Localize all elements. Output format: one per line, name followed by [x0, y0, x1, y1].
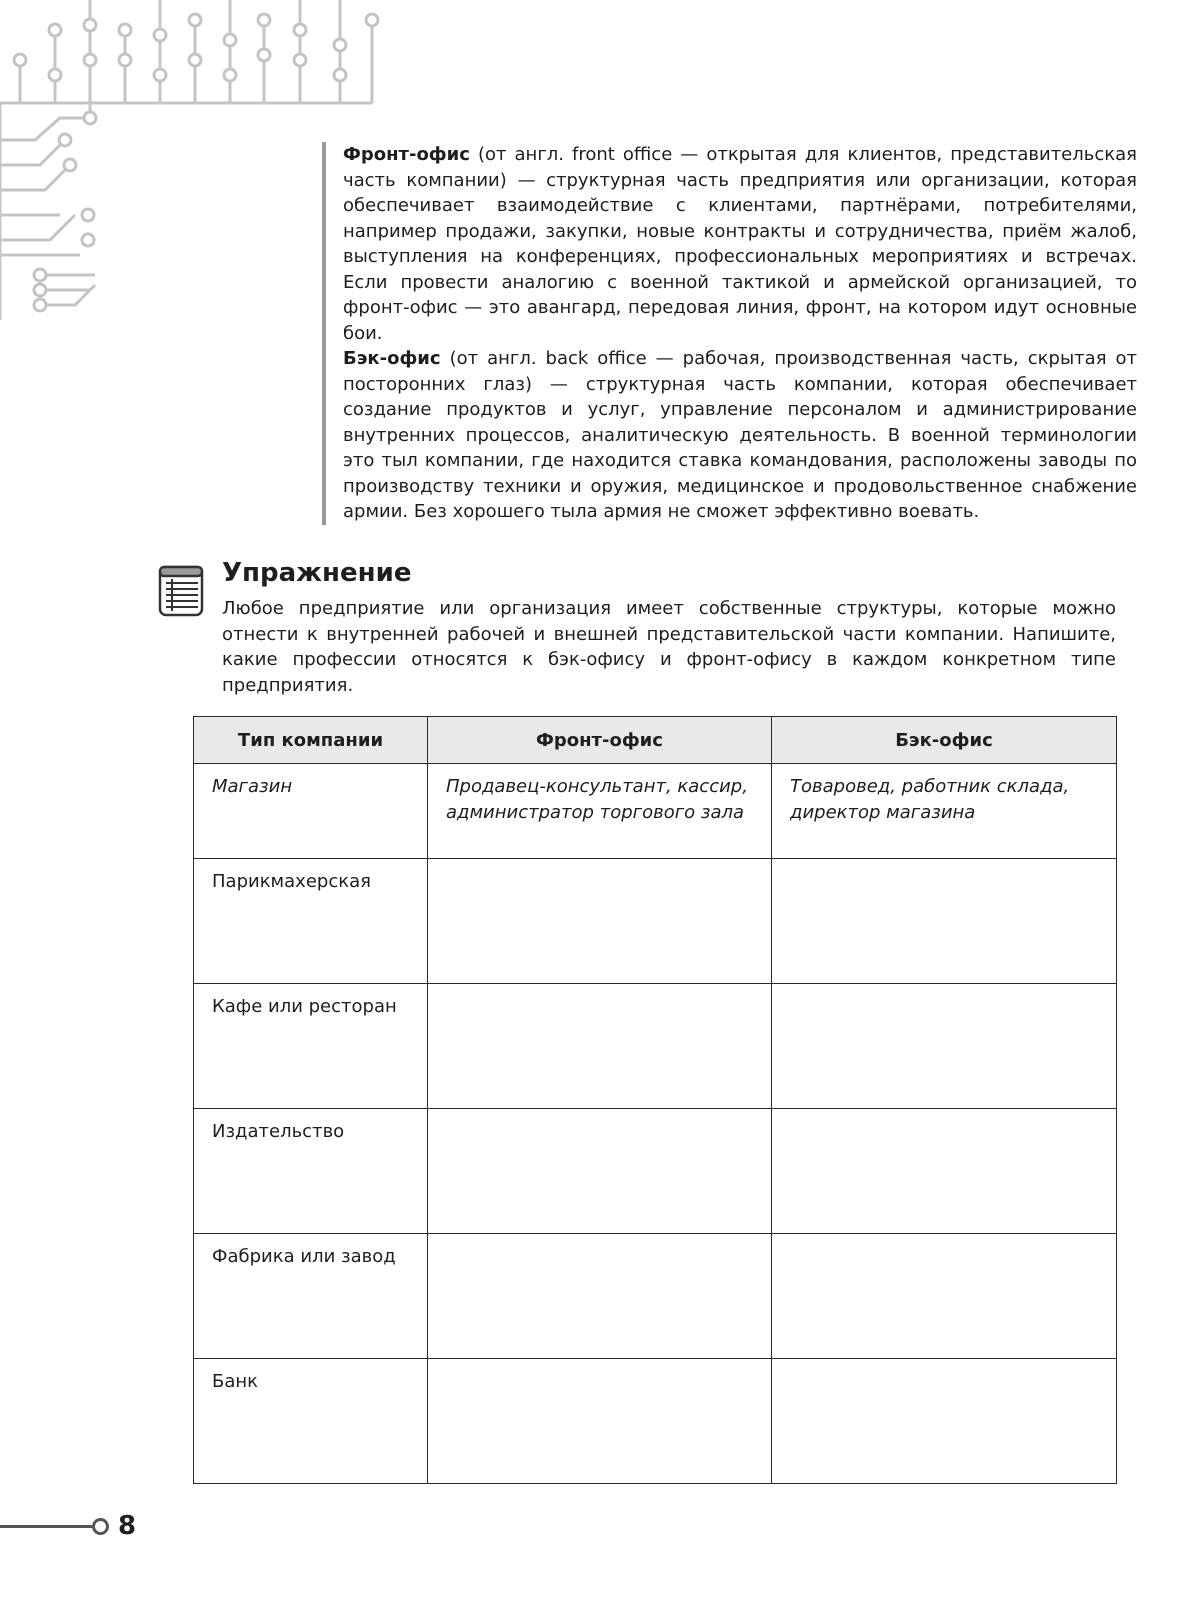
- company-type-cell: Банк: [194, 1359, 428, 1484]
- back-office-definition: [343, 346, 1137, 525]
- back-office-text: (от англ. back office — рабочая, производственная часть, скрытая от посторонних глаз) — структурная часть компании, которая обеспечивает создание продуктов и услуг, управление персоналом и администрирование внутренних процессов, аналитическую деятельность. В военной терминологии это тыл компании, где находится ставка командования, расположены заводы по производству техники и оружия, медицинское и продовольственное снабжение армии. Без хорошего тыла армия не сможет эффективно воевать.: [343, 348, 1137, 522]
- page-number: 8: [118, 1511, 137, 1541]
- company-type-cell: Кафе или ресторан: [194, 984, 428, 1109]
- back-office-cell[interactable]: [772, 1109, 1117, 1234]
- page-number-marker: [0, 1510, 140, 1540]
- front-office-cell[interactable]: [428, 859, 772, 984]
- table-row: [194, 859, 1117, 984]
- front-office-definition: [343, 142, 1137, 346]
- page-number-line: [0, 1525, 92, 1528]
- table-header-row: [194, 717, 1117, 764]
- back-office-cell[interactable]: [772, 984, 1117, 1109]
- table-row: [194, 1109, 1117, 1234]
- page-number-ring-icon: [92, 1518, 109, 1535]
- company-type-cell: Фабрика или завод: [194, 1234, 428, 1359]
- front-office-text: (от англ. front office — открытая для клиентов, представительская часть компании) — структурная часть предприятия или организации, которая обеспечивает взаимодействие с клиентами, партнёрами, потребителями, например продажи, закупки, новые контракты и сотрудничества, приём жалоб, выступления на конференциях, профессиональных мероприятиях и встречах. Если провести аналогию с военной тактикой и армейской организацией, то фронт-офис — это авангард, передовая линия, фронт, на котором идут основные бои.: [343, 144, 1137, 344]
- header-company-type: Тип компании: [194, 717, 428, 764]
- back-office-cell[interactable]: [772, 859, 1117, 984]
- table-row: [194, 1234, 1117, 1359]
- back-office-cell: Товаровед, работник склада, директор магазина: [772, 764, 1117, 859]
- notepad-icon: [158, 565, 204, 617]
- table-row: [194, 1359, 1117, 1484]
- header-back-office: Бэк-офис: [772, 717, 1117, 764]
- table-row: [194, 984, 1117, 1109]
- front-office-term: Фронт-офис: [343, 144, 470, 165]
- front-office-cell[interactable]: [428, 984, 772, 1109]
- exercise-title: Упражнение: [222, 558, 412, 588]
- company-type-cell: Издательство: [194, 1109, 428, 1234]
- front-office-cell[interactable]: [428, 1109, 772, 1234]
- front-office-cell: Продавец-консультант, кассир, администратор торгового зала: [428, 764, 772, 859]
- table-row: [194, 764, 1117, 859]
- professions-table: [193, 716, 1117, 1484]
- back-office-cell[interactable]: [772, 1234, 1117, 1359]
- exercise-text: Любое предприятие или организация имеет собственные структуры, которые можно отнести к внутренней рабочей и внешней представительской части компании. Напишите, какие профессии относятся к бэк-офису и фронт-офису в каждом конкретном типе предприятия.: [222, 598, 1116, 696]
- definitions-block: [322, 142, 1137, 525]
- back-office-term: Бэк-офис: [343, 348, 441, 369]
- header-front-office: Фронт-офис: [428, 717, 772, 764]
- front-office-cell[interactable]: [428, 1359, 772, 1484]
- back-office-cell[interactable]: [772, 1359, 1117, 1484]
- company-type-cell: Парикмахерская: [194, 859, 428, 984]
- company-type-cell: Магазин: [194, 764, 428, 859]
- front-office-cell[interactable]: [428, 1234, 772, 1359]
